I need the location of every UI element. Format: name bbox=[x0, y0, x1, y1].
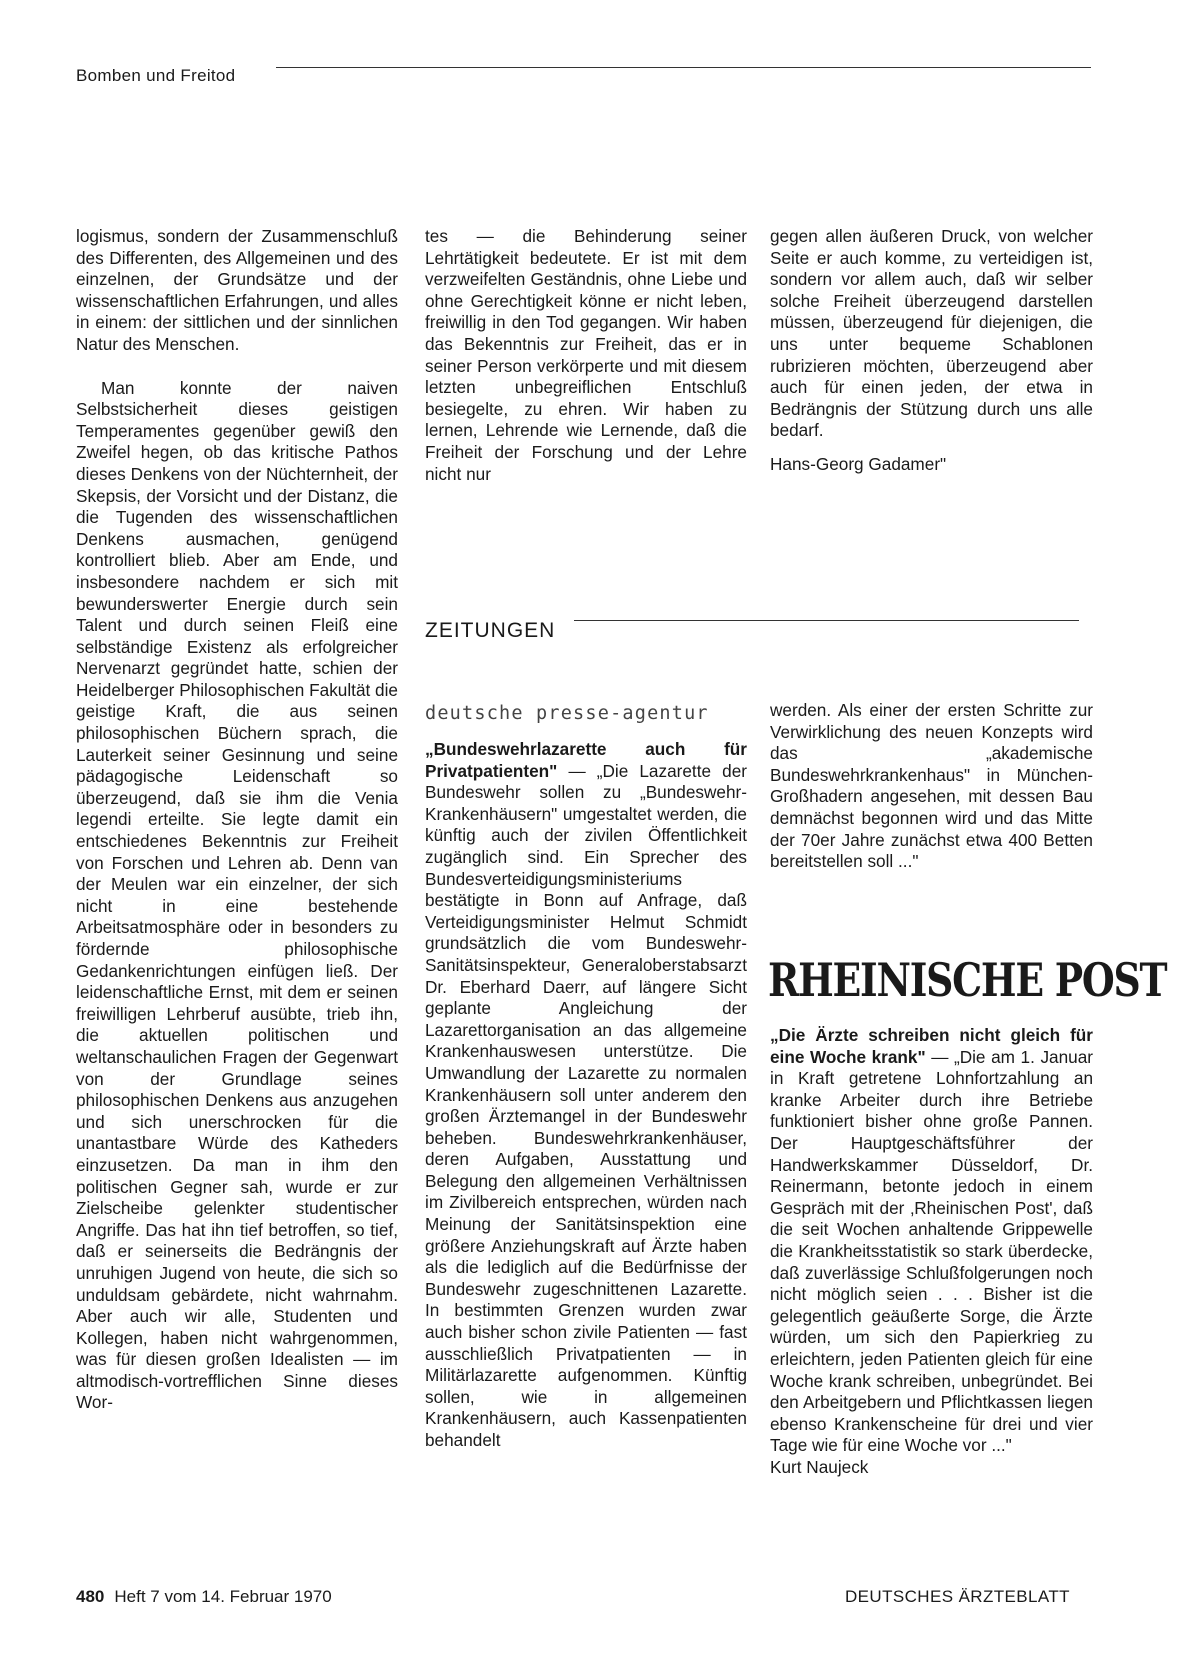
footer-left bbox=[76, 1587, 332, 1607]
column-1-paragraph-2: Man konnte der naiven Selbstsicherheit dieses geistigen Temperamentes gegenüber gewiß den Zweifel hegen, ob das kritische Pathos dieses Denkens von der Nüchternheit, der Skepsis, der Vorsicht und der Distanz, die die Tugenden des wissenschaftlichen Denkens ausmachen, genügend kontrolliert blieb. Aber am Ende, und insbesondere nachdem er sich mit bewunderswerter Energie durch sein Talent und durch seinen Fleiß eine selbständige Existenz als erfolgreicher Nervenarzt gegründet hatte, schien der Heidelberger Philosophischen Fakultät die geistige Kraft, die aus seinen philosophischen Büchern sprach, die Lauterkeit seiner Gesinnung und seine pädagogische Leidenschaft so überzeugend, daß sie ihm die Venia legendi erteilte. Sie legte damit ein entschiedenes Bekenntnis zur Freiheit von Forschen und Lehren ab. Denn van der Meulen war ein einzelner, der sich nicht in eine bestehende Arbeitsatmosphäre oder in besonders zu fördernde philosophische Gedankenrichtungen einfügen ließ. Der leidenschaftliche Ernst, mit dem er seinen freiwilligen Lehrberuf ausübte, trieb ihn, die aktuellen politischen und weltanschaulichen Fragen der Gegenwart von der Grundlage seines philosophischen Denkens aus anzugehen und sich unerschrocken für die unantastbare Würde des Katheders einzusetzen. Da man in ihm den politischen Gegner sah, wurde er zur Zielscheibe gelenkter studentischer Angriffe. Das hat ihn tief betroffen, so tief, daß er seinerseits die Bedrängnis der unruhigen Jugend von heute, die sich so unduldsam gebärdete, nicht wahrnahm. Aber auch wir alle, Studenten und Kollegen, haben nicht wahrgenommen, was für diesen großen Idealisten — im altmodisch-vortrefflichen Sinne dieses Wor- bbox=[76, 377, 398, 1413]
dpa-masthead: deutsche presse-agentur bbox=[425, 703, 709, 724]
header-rule bbox=[276, 67, 1091, 68]
dpa-continuation bbox=[770, 700, 1093, 873]
dpa-headline: „Bundeswehrlazarette auch für Privatpatienten" bbox=[425, 739, 747, 781]
issue-info: Heft 7 vom 14. Februar 1970 bbox=[114, 1587, 332, 1606]
dpa-article bbox=[425, 739, 747, 1452]
publication-name: DEUTSCHES ÄRZTEBLATT bbox=[845, 1587, 1070, 1606]
page-number: 480 bbox=[76, 1587, 105, 1606]
rp-body: — „Die am 1. Januar in Kraft getretene Lohnfortzahlung an kranke Arbeiter durch ihre Betriebe funktioniert bisher ohne große Pannen. Der Hauptgeschäftsführer der Handwerkskammer Düsseldorf, Dr. Reinermann, betonte jedoch in einem Gespräch mit der ‚Rheinischen Post', daß die seit Wochen anhaltende Grippewelle die Krankheitsstatistik so stark überdecke, daß zuverlässige Schlußfolgerungen noch nicht möglich seien . . . Bisher ist die gelegentlich geäußerte Sorge, die Ärzte würden, um sich den Papierkrieg zu erleichtern, jeden Patienten gleich für eine Woche krank schreiben, unbegründet. Bei den Arbeitgebern und Pflichtkassen liegen ebenso Krankenscheine für drei und vier Tage wie für eine Woche vor ..." bbox=[770, 1046, 1094, 1456]
rheinische-post-masthead: RHEINISCHE POST bbox=[768, 953, 1167, 1007]
rp-author: Kurt Naujeck bbox=[770, 1456, 869, 1477]
section-rule bbox=[574, 620, 1079, 621]
column-2-top bbox=[425, 226, 747, 485]
running-header: Bomben und Freitod bbox=[76, 66, 236, 85]
column-2-text: tes — die Behinderung seiner Lehrtätigkeit bedeutete. Er ist mit dem verzweifelten Geständnis, ohne Liebe und ohne Gerechtigkeit könne er nicht leben, freiwillig in den Tod gegangen. Wir haben das Bekenntnis zur Freiheit, das er in seiner Person verkörperte und mit diesem letzten unbegreiflichen Entschluß besiegelte, zu ehren. Wir haben zu lernen, Lehrende wie Lernende, daß die Freiheit der Forschung und der Lehre nicht nur bbox=[425, 226, 747, 484]
rheinische-post-article bbox=[770, 1025, 1093, 1478]
rp-article-text bbox=[770, 1025, 1093, 1457]
section-title: ZEITUNGEN bbox=[425, 619, 556, 642]
signature-gadamer: Hans-Georg Gadamer" bbox=[770, 453, 947, 474]
dpa-body: — „Die Lazarette der Bundeswehr sollen zu „Bundeswehr-Krankenhäusern" umgestaltet werden, die künftig auch der zivilen Öffentlichkeit zugänglich sind. Ein Sprecher des Bundesverteidigungsministeriums bestätigte in Bonn auf Anfrage, daß Verteidigungsminister Helmut Schmidt grundsätzlich die vom Bundeswehr-Sanitätsinspekteur, Generaloberstabsarzt Dr. Eberhard Daerr, auf längere Sicht geplante Angleichung der Lazarettorganisation an das allgemeine Krankenhauswesen unterstütze. Die Umwandlung der Lazarette zu normalen Krankenhäusern soll unter anderem den großen Ärztemangel in der Bundeswehr beheben. Bundeswehrkrankenhäuser, deren Aufgaben, Ausstattung und Belegung den allgemeinen Verhältnissen im Zivilbereich entsprechen, würden nach Meinung der Sanitätsinspektion eine größere Anziehungskraft auf Ärzte haben als die lediglich auf die Bedürfnisse der Bundeswehr zugeschnittenen Lazarette. In bestimmten Grenzen wurden zwar auch bisher schon zivile Patienten — fast ausschließlich Privatpatienten — in Militärlazarette aufgenommen. Künftig sollen, wie in allgemeinen Krankenhäusern, auch Kassenpatienten behandelt bbox=[425, 760, 747, 1450]
dpa-continuation-text: werden. Als einer der ersten Schritte zur Verwirklichung des neuen Konzepts wird das „akademische Bundeswehrkrankenhaus" in München-Großhadern angesehen, mit dessen Bau demnächst begonnen wird und das Mitte der 70er Jahre zunächst etwa 400 Betten bereitstellen soll ..." bbox=[770, 700, 1093, 872]
column-3-top bbox=[770, 226, 1093, 476]
column-3-text: gegen allen äußeren Druck, von welcher Seite er auch komme, zu verteidigen ist, sondern vor allem auch, daß wir selber solche Freiheit überzeugend darstellen müssen, überzeugend für diejenigen, die uns unter bequeme Schablonen rubrizieren möchten, überzeugend aber auch für einen jeden, der etwa in Bedrängnis der Stützung durch uns alle bedarf. bbox=[770, 226, 1093, 441]
dpa-article-text bbox=[425, 739, 747, 1452]
column-1-paragraph-1: logismus, sondern der Zusammenschluß des Differenten, des Allgemeinen und des einzelnen, der Grundsätze und der wissenschaftlichen Erfahrungen, und alles in einem: der sittlichen und der sinnlichen Natur des Menschen. bbox=[76, 226, 398, 354]
column-1 bbox=[76, 226, 398, 1414]
rp-headline: „Die Ärzte schreiben nicht gleich für eine Woche krank" bbox=[770, 1025, 1093, 1067]
